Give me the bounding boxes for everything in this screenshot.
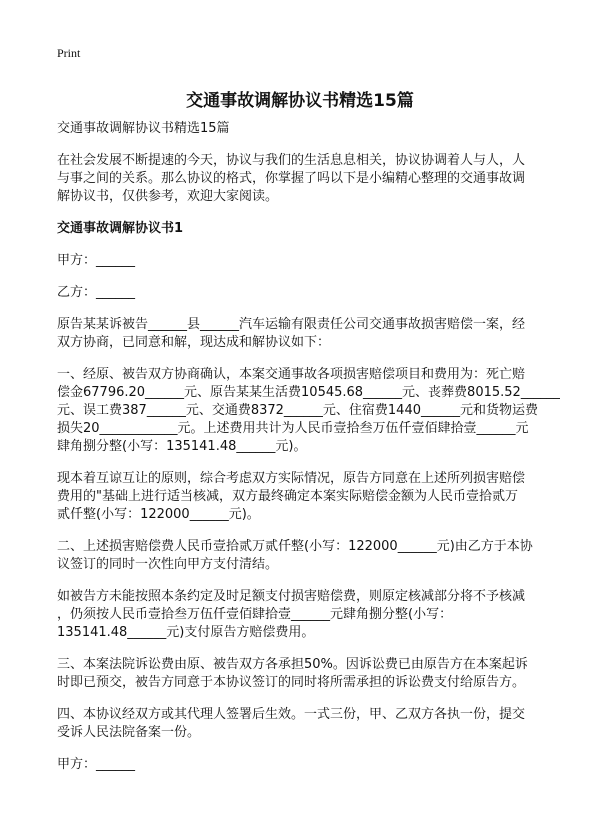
text-line: 二、上述损害赔偿费人民币壹拾贰万贰仟整(小写：122000______元)由乙方于本协 bbox=[57, 539, 533, 554]
paragraph bbox=[57, 656, 577, 692]
text-line: 偿金67796.20______元、原告某某生活费10545.68______元、丧葬费8015.52______ bbox=[57, 385, 560, 400]
text-line: 议签订的同时一次性向甲方支付清结。 bbox=[57, 557, 279, 572]
text-line: 与事之间的关系。那么协议的格式，你掌握了吗以下是小编精心整理的交通事故调 bbox=[57, 171, 526, 186]
text-line: 在社会发展不断提速的今天，协议与我们的生活息息相关，协议协调着人与人，人 bbox=[57, 153, 526, 168]
text-line: 费用的"基础上进行适当核减，双方最终确定本案实际赔偿金额为人民币壹拾贰万 bbox=[57, 489, 518, 504]
paragraph bbox=[57, 252, 577, 270]
text-line: 损失20____________元。上述费用共计为人民币壹拾叁万伍仟壹佰肆拾壹______元 bbox=[57, 421, 529, 436]
paragraph bbox=[57, 366, 577, 456]
text-line: 时即已预交，被告方同意于本协议签订的同时将所需承担的诉讼费支付给原告方。 bbox=[57, 675, 526, 690]
print-link[interactable]: Print bbox=[57, 46, 81, 60]
text-line: 交通事故调解协议书1 bbox=[57, 221, 184, 236]
text-line: 双方协商，已同意和解，现达成和解协议如下： bbox=[57, 335, 331, 350]
paragraph bbox=[57, 470, 577, 524]
text-line: 三、本案法院诉讼费由原、被告双方各承担50%。因诉讼费已由原告方在本案起诉 bbox=[57, 657, 528, 672]
text-line: 贰仟整(小写：122000______元)。 bbox=[57, 507, 260, 522]
paragraph bbox=[57, 284, 577, 302]
text-line: 乙方：______ bbox=[57, 285, 136, 300]
paragraph bbox=[57, 316, 577, 352]
text-line: 受诉人民法院备案一份。 bbox=[57, 725, 201, 740]
text-line: 肆角捌分整(小写：135141.48______元)。 bbox=[57, 439, 307, 454]
page-title: 交通事故调解协议书精选15篇 bbox=[186, 91, 414, 111]
text-line: 原告某某诉被告______县______汽车运输有限责任公司交通事故损害赔偿一案，经 bbox=[57, 317, 526, 332]
paragraph bbox=[57, 152, 577, 206]
text-line: 元、误工费387______元、交通费8372______元、住宿费1440______元和货物运费 bbox=[57, 403, 538, 418]
text-line: 交通事故调解协议书精选15篇 bbox=[57, 121, 230, 136]
text-line: ，仍须按人民币壹拾叁万伍仟壹佰肆拾壹______元肆角捌分整(小写： bbox=[57, 607, 453, 622]
paragraph bbox=[57, 588, 577, 642]
text-line: 一、经原、被告双方协商确认，本案交通事故各项损害赔偿项目和费用为：死亡赔 bbox=[57, 367, 526, 382]
text-line: 现本着互谅互让的原则，综合考虑双方实际情况，原告方同意在上述所列损害赔偿 bbox=[57, 471, 526, 486]
paragraph bbox=[57, 120, 577, 138]
text-line: 甲方：______ bbox=[57, 757, 136, 772]
paragraph bbox=[57, 756, 577, 774]
text-line: 如被告方未能按照本条约定及时足额支付损害赔偿费，则原定核减部分将不予核减 bbox=[57, 589, 526, 604]
section-heading bbox=[57, 220, 577, 238]
text-line: 解协议书，仅供参考，欢迎大家阅读。 bbox=[57, 189, 279, 204]
paragraph bbox=[57, 538, 577, 574]
text-line: 四、本协议经双方或其代理人签署后生效。一式三份，甲、乙双方各执一份，提交 bbox=[57, 707, 526, 722]
text-line: 甲方：______ bbox=[57, 253, 136, 268]
text-line: 135141.48______元)支付原告方赔偿费用。 bbox=[57, 625, 315, 640]
paragraph bbox=[57, 706, 577, 742]
document-body bbox=[57, 120, 577, 788]
